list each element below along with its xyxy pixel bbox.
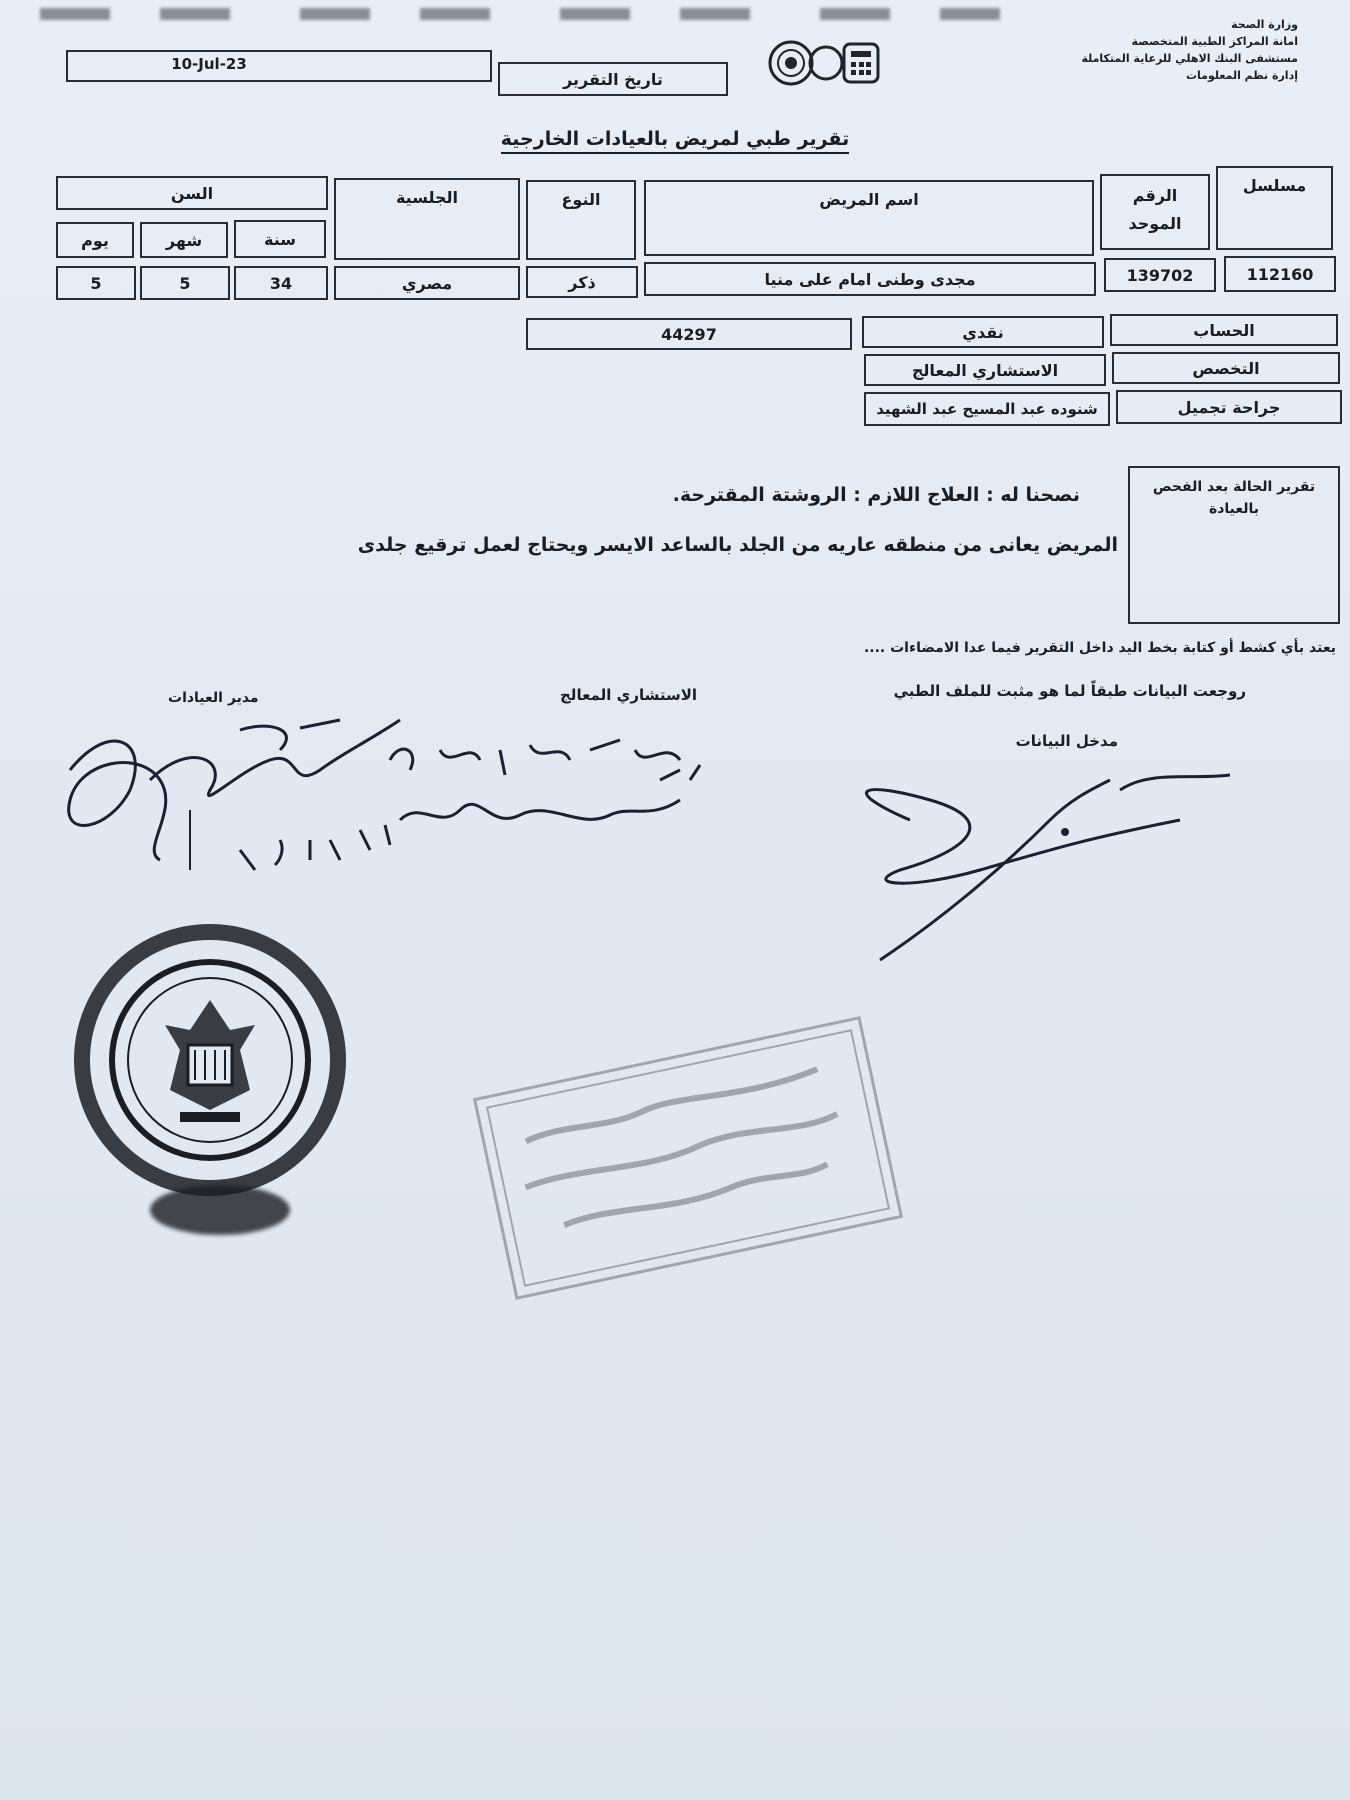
data-entry-label: مدخل البيانات [1015, 732, 1118, 750]
age-year-header-cell: سنة [234, 220, 326, 258]
case-report-line-2: المريض يعانى من منطقه عاريه من الجلد بالساعد الايسر ويحتاج لعمل ترقيع جلدى [357, 534, 1118, 556]
hospital-logo-icon [766, 38, 884, 88]
institution-header [1081, 16, 1298, 84]
case-report-label-box: تقرير الحالة بعد الفحص بالعيادة [1128, 466, 1340, 624]
specialty-label-cell: التخصص [1112, 352, 1340, 384]
age-year-value-cell: 34 [234, 266, 328, 300]
disclaimer-note: يعتد بأي كشط أو كتابة بخط اليد داخل التقرير فيما عدا الامضاءات .... [863, 640, 1336, 656]
report-title: تقرير طبي لمريض بالعيادات الخارجية [0, 128, 1350, 150]
age-day-header-cell: يوم [56, 222, 134, 258]
gender-value-cell: ذكر [526, 266, 638, 298]
redacted-header-strip [40, 8, 1000, 20]
seal-smudge [150, 1185, 290, 1235]
serial-header-cell: مسلسل [1216, 166, 1333, 250]
consultant-signature-icon [380, 720, 720, 860]
clinic-manager-label: مدير العيادات [168, 690, 259, 706]
nationality-value-cell: مصري [334, 266, 520, 300]
unified-number-header-cell: الرقم الموحد [1100, 174, 1210, 250]
data-entry-signature-icon [820, 760, 1240, 990]
round-official-seal-icon [70, 920, 350, 1200]
nationality-header-cell: الجلسية [334, 178, 520, 260]
clinic-manager-signature-icon [40, 700, 420, 900]
specialty-value-cell: جراحة تجميل [1116, 390, 1342, 424]
department-name: إدارة نظم المعلومات [1185, 69, 1298, 82]
consultant-signature-label: الاستشاري المعالج [560, 686, 698, 704]
account-label-cell: الحساب [1110, 314, 1338, 346]
account-number-cell: 44297 [526, 318, 852, 350]
case-report-line-1: نصحنا له : العلاج اللازم : الروشتة المقترحة. [672, 484, 1080, 506]
age-month-header-cell: شهر [140, 222, 228, 258]
patient-name-value-cell: مجدى وطنى امام على منيا [644, 262, 1096, 296]
consultant-label-cell: الاستشاري المعالج [864, 354, 1106, 386]
report-date-label-box [498, 62, 728, 96]
age-month-value-cell: 5 [140, 266, 230, 300]
consultant-value-cell: شنوده عبد المسيح عبد الشهيد [864, 392, 1110, 426]
age-day-value-cell: 5 [56, 266, 136, 300]
account-value-cell: نقدي [862, 316, 1104, 348]
rectangular-department-stamp-icon [473, 1016, 903, 1300]
secretariat-name: امانة المراكز الطبية المتخصصة [1131, 35, 1298, 48]
serial-value-cell: 112160 [1224, 256, 1336, 292]
gender-header-cell: النوع [526, 180, 636, 260]
ministry-name: وزارة الصحة [1231, 18, 1298, 31]
verified-note: روجعت البيانات طبقاً لما هو مثبت للملف الطبي [893, 682, 1246, 700]
report-date-label: تاريخ التقرير [563, 69, 663, 89]
hospital-name: مستشفى البنك الاهلي للرعاية المتكاملة [1081, 52, 1298, 65]
unified-number-value-cell: 139702 [1104, 258, 1216, 292]
report-date-value: 10-Jul-23 [171, 55, 247, 73]
age-header-cell: السن [56, 176, 328, 210]
patient-name-header-cell: اسم المريض [644, 180, 1094, 256]
report-date-box [66, 50, 492, 82]
